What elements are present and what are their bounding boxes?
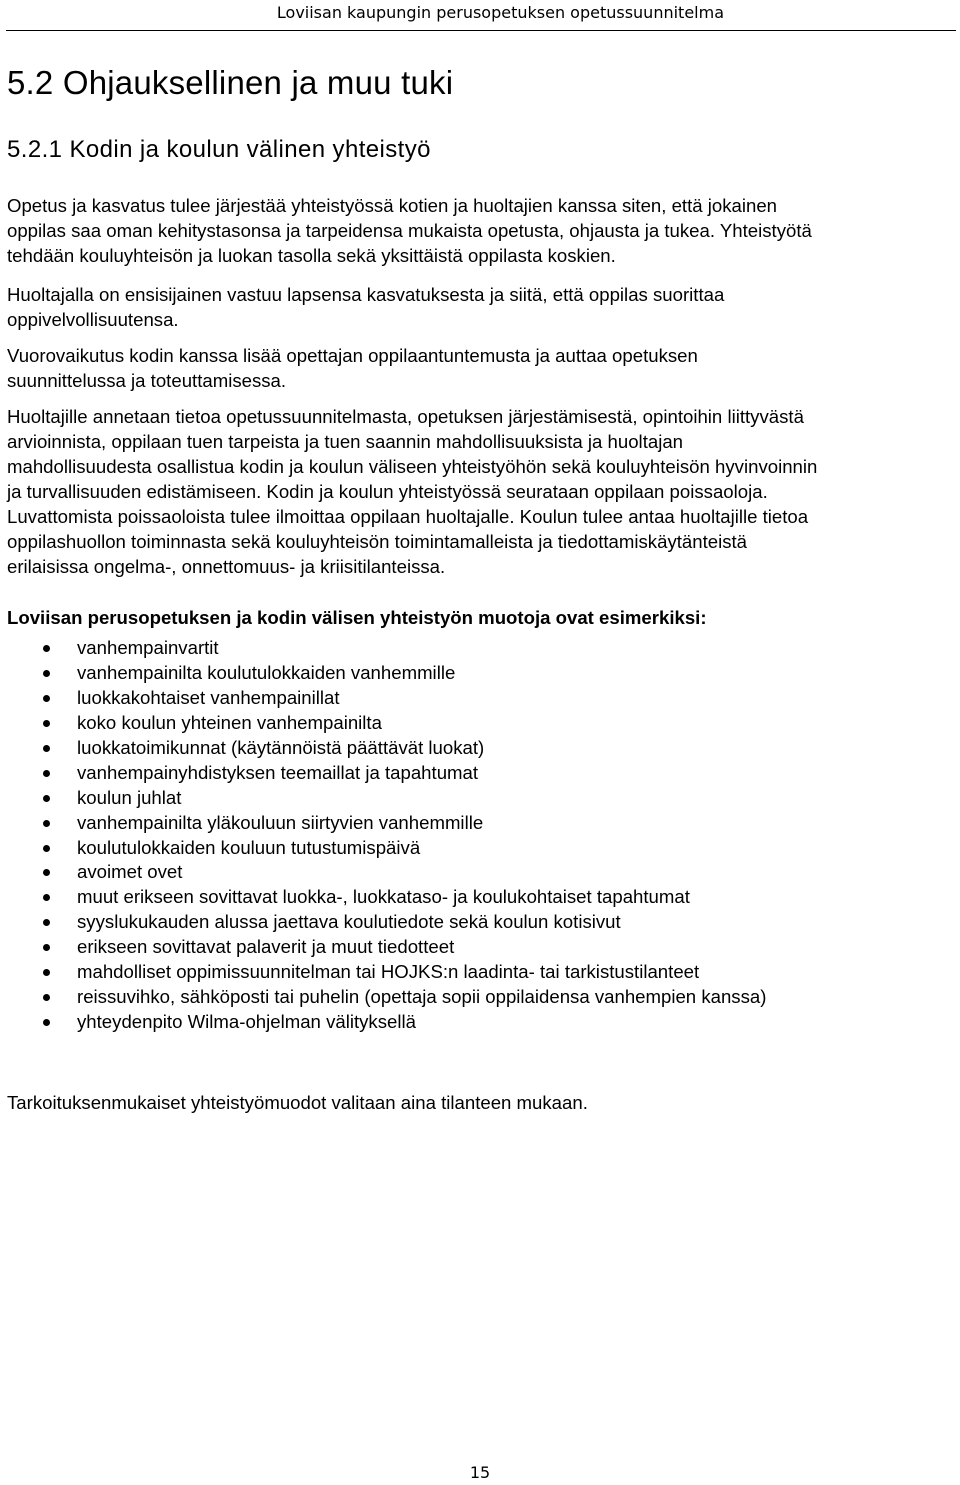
running-header: Loviisan kaupungin perusopetuksen opetussuunnitelma [276,3,724,22]
bullet-icon [43,969,50,976]
paragraph-line: mahdollisuudesta osallistua kodin ja koulun väliseen yhteistyöhön sekä kouluyhteisön hyvinvoinnin [7,456,818,477]
section-heading: 5.2 Ohjauksellinen ja muu tuki [7,64,454,101]
paragraph-line: Opetus ja kasvatus tulee järjestää yhteistyössä kotien ja huoltajien kanssa siten, että jokainen [7,195,778,216]
bullet-icon [43,720,50,727]
bullet-icon [43,994,50,1001]
paragraph-interaction [7,343,953,393]
closing-sentence: Tarkoituksenmukaiset yhteistyömuodot valitaan aina tilanteen mukaan. [7,1092,588,1113]
bullet-icon [43,894,50,901]
list-item-text: reissuvihko, sähköposti tai puhelin (opettaja sopii oppilaidensa vanhempien kanssa) [77,986,767,1008]
list-item-text: koko koulun yhteinen vanhempainilta [77,711,382,733]
paragraph-line: Huoltajille annetaan tietoa opetussuunnitelmasta, opetuksen järjestämisestä, opintoihin liittyvästä [7,406,804,427]
paragraph-line: tehdään kouluyhteisön ja luokan tasolla sekä yksittäistä oppilasta koskien. [7,245,616,266]
list-item-text: vanhempainyhdistyksen teemaillat ja tapahtumat [77,761,479,783]
bullet-icon [43,919,50,926]
paragraph-line: Luvattomista poissaoloista tulee ilmoittaa oppilaan huoltajalle. Koulun tulee antaa huoltajille tietoa [7,506,809,527]
list-item-text: mahdolliset oppimissuunnitelman tai HOJKS:n laadinta- tai tarkistustilanteet [77,961,700,983]
paragraph-line: arvioinnista, oppilaan tuen tarpeista ja tuen saannin mahdollisuuksista ja huoltajan [7,431,684,452]
paragraph-line: oppilashuollon toiminnasta sekä kouluyhteisön toimintamalleista ja tiedottamiskäytänteistä [7,531,748,552]
paragraph-line: Huoltajalla on ensisijainen vastuu lapsensa kasvatuksesta ja siitä, että oppilas suorittaa [7,284,725,305]
list-item-text: erikseen sovittavat palaverit ja muut tiedotteet [77,936,455,958]
list-item-text: luokkakohtaiset vanhempainillat [77,686,340,708]
bullet-icon [43,1019,50,1026]
paragraph-guardian-responsibility [7,282,953,332]
list-item-text: yhteydenpito Wilma-ohjelman välityksellä [77,1011,416,1033]
paragraph-cooperation [7,193,953,268]
list-item-text: syyslukukauden alussa jaettava koulutiedote sekä koulun kotisivut [77,911,621,933]
list-item-text: avoimet ovet [77,861,183,883]
list-heading: Loviisan perusopetuksen ja kodin välisen yhteistyön muotoja ovat esimerkiksi: [7,607,707,628]
page-number: 15 [469,1463,491,1482]
list-item-text: vanhempainilta yläkouluun siirtyvien vanhemmille [77,811,484,833]
bullet-icon [43,670,50,677]
bullet-icon [43,820,50,827]
paragraph-line: suunnittelussa ja toteuttamisessa. [7,370,287,391]
list-item-text: koulutulokkaiden kouluun tutustumispäivä [77,836,421,858]
paragraph-line: Vuorovaikutus kodin kanssa lisää opettajan oppilaantuntemusta ja auttaa opetuksen [7,345,698,366]
paragraph-line: oppilas saa oman kehitystasonsa ja tarpeidensa mukaista opetusta, ohjausta ja tukea. Yhteistyötä [7,220,812,241]
bullet-icon [43,795,50,802]
bullet-icon [43,869,50,876]
list-item-text: luokkatoimikunnat (käytännöistä päättävät luokat) [77,736,485,758]
header-divider [6,30,956,31]
paragraph-line: ja turvallisuuden edistämiseen. Kodin ja koulun yhteistyössä seurataan oppilaan poissaoloja. [7,481,768,502]
bullet-icon [43,770,50,777]
bullet-icon [43,944,50,951]
list-item-text: muut erikseen sovittavat luokka-, luokkataso- ja koulukohtaiset tapahtumat [77,886,690,908]
bullet-icon [43,695,50,702]
paragraph-line: oppivelvollisuutensa. [7,309,179,330]
list-item-text: vanhempainilta koulutulokkaiden vanhemmille [77,661,456,683]
subsection-heading: 5.2.1 Kodin ja koulun välinen yhteistyö [7,136,431,163]
bullet-icon [43,845,50,852]
list-item-text: koulun juhlat [77,786,182,808]
bullet-icon [43,745,50,752]
paragraph-information [7,404,953,579]
paragraph-line: erilaisissa ongelma-, onnettomuus- ja kriisitilanteissa. [7,556,446,577]
bullet-icon [43,645,50,652]
list-item-text: vanhempainvartit [77,637,219,658]
